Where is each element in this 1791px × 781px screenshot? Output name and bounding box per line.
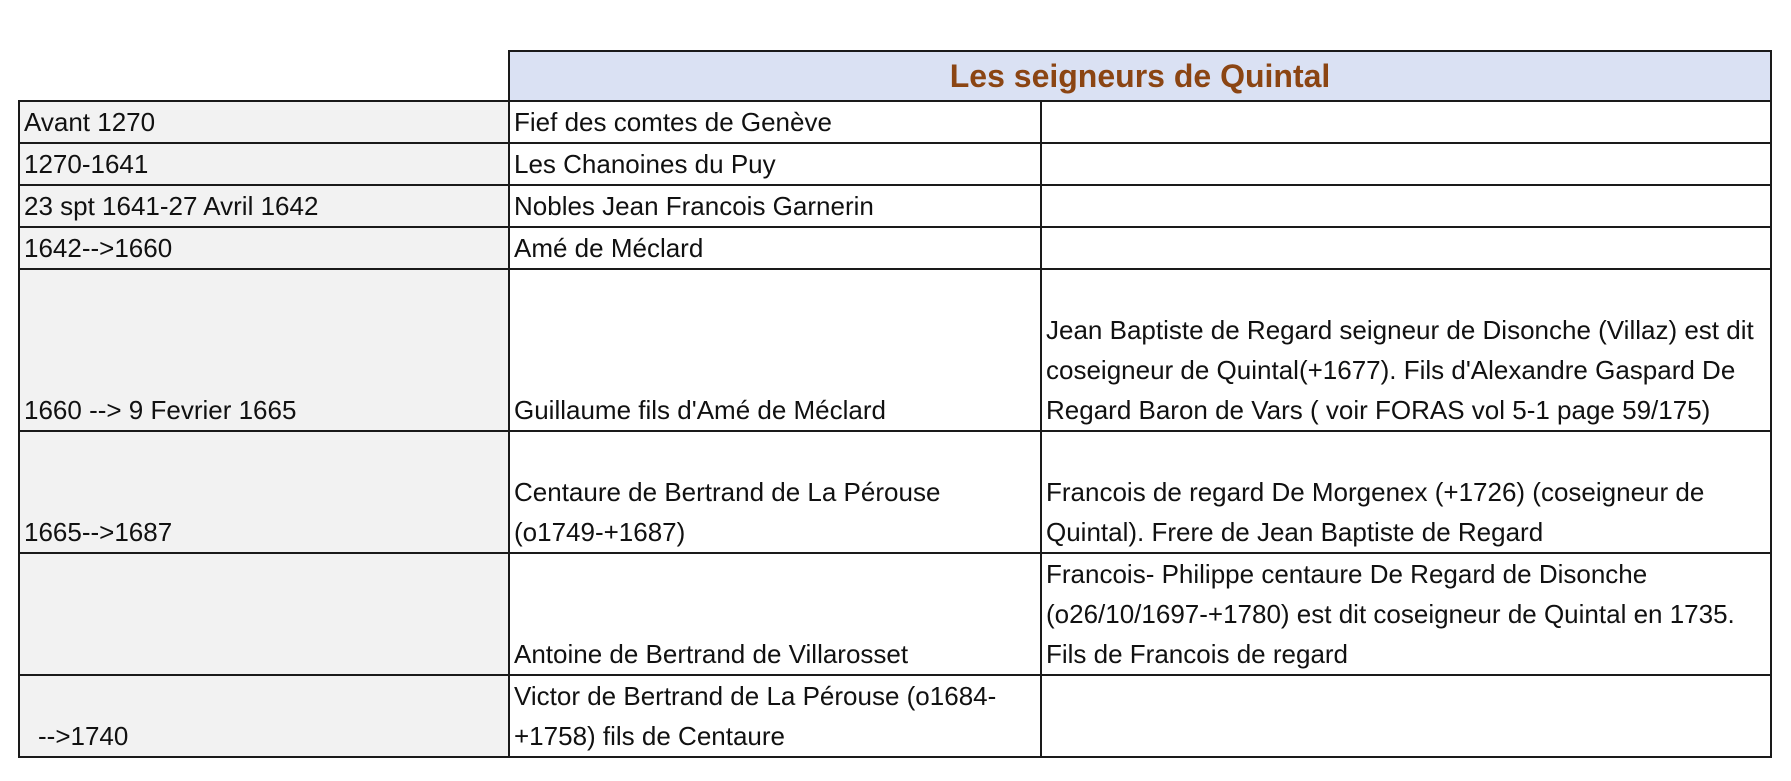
note-cell[interactable] <box>1041 143 1771 185</box>
date-cell[interactable] <box>19 553 509 675</box>
note-cell[interactable] <box>1041 675 1771 757</box>
table-row <box>19 101 1771 143</box>
seigneur-cell[interactable]: Antoine de Bertrand de Villarosset <box>509 553 1041 675</box>
date-cell[interactable]: 1270-1641 <box>19 143 509 185</box>
seigneur-cell[interactable]: Centaure de Bertrand de La Pérouse (o1749-+1687) <box>509 431 1041 553</box>
note-cell[interactable] <box>1041 101 1771 143</box>
date-cell[interactable]: 1665-->1687 <box>19 431 509 553</box>
note-cell[interactable]: Francois de regard De Morgenex (+1726) (coseigneur de Quintal). Frere de Jean Baptiste de Regard <box>1041 431 1771 553</box>
table-row <box>19 143 1771 185</box>
seigneur-cell[interactable]: Amé de Méclard <box>509 227 1041 269</box>
seigneurs-table <box>18 50 1772 758</box>
note-cell[interactable]: Jean Baptiste de Regard seigneur de Disonche (Villaz) est dit coseigneur de Quintal(+1677). Fils d'Alexandre Gaspard De Regard Baron de Vars ( voir FORAS vol 5-1 page 59/175) <box>1041 269 1771 431</box>
table-row <box>19 553 1771 675</box>
spreadsheet <box>18 50 1770 758</box>
date-cell[interactable]: 1660 --> 9 Fevrier 1665 <box>19 269 509 431</box>
seigneur-cell[interactable]: Les Chanoines du Puy <box>509 143 1041 185</box>
seigneur-cell[interactable]: Fief des comtes de Genève <box>509 101 1041 143</box>
seigneur-cell[interactable]: Victor de Bertrand de La Pérouse (o1684-+1758) fils de Centaure <box>509 675 1041 757</box>
header-row <box>19 51 1771 101</box>
table-row <box>19 227 1771 269</box>
date-cell[interactable]: 23 spt 1641-27 Avril 1642 <box>19 185 509 227</box>
date-cell[interactable]: 1642-->1660 <box>19 227 509 269</box>
table-title[interactable]: Les seigneurs de Quintal <box>509 51 1771 101</box>
note-cell[interactable] <box>1041 185 1771 227</box>
note-cell[interactable] <box>1041 227 1771 269</box>
date-cell[interactable]: -->1740 <box>19 675 509 757</box>
note-cell[interactable]: Francois- Philippe centaure De Regard de Disonche (o26/10/1697-+1780) est dit coseigneur de Quintal en 1735. Fils de Francois de regard <box>1041 553 1771 675</box>
seigneur-cell[interactable]: Guillaume fils d'Amé de Méclard <box>509 269 1041 431</box>
table-row <box>19 185 1771 227</box>
date-cell[interactable]: Avant 1270 <box>19 101 509 143</box>
seigneur-cell[interactable]: Nobles Jean Francois Garnerin <box>509 185 1041 227</box>
table-row <box>19 675 1771 757</box>
empty-corner-cell[interactable] <box>19 51 509 101</box>
table-row <box>19 269 1771 431</box>
table-row <box>19 431 1771 553</box>
